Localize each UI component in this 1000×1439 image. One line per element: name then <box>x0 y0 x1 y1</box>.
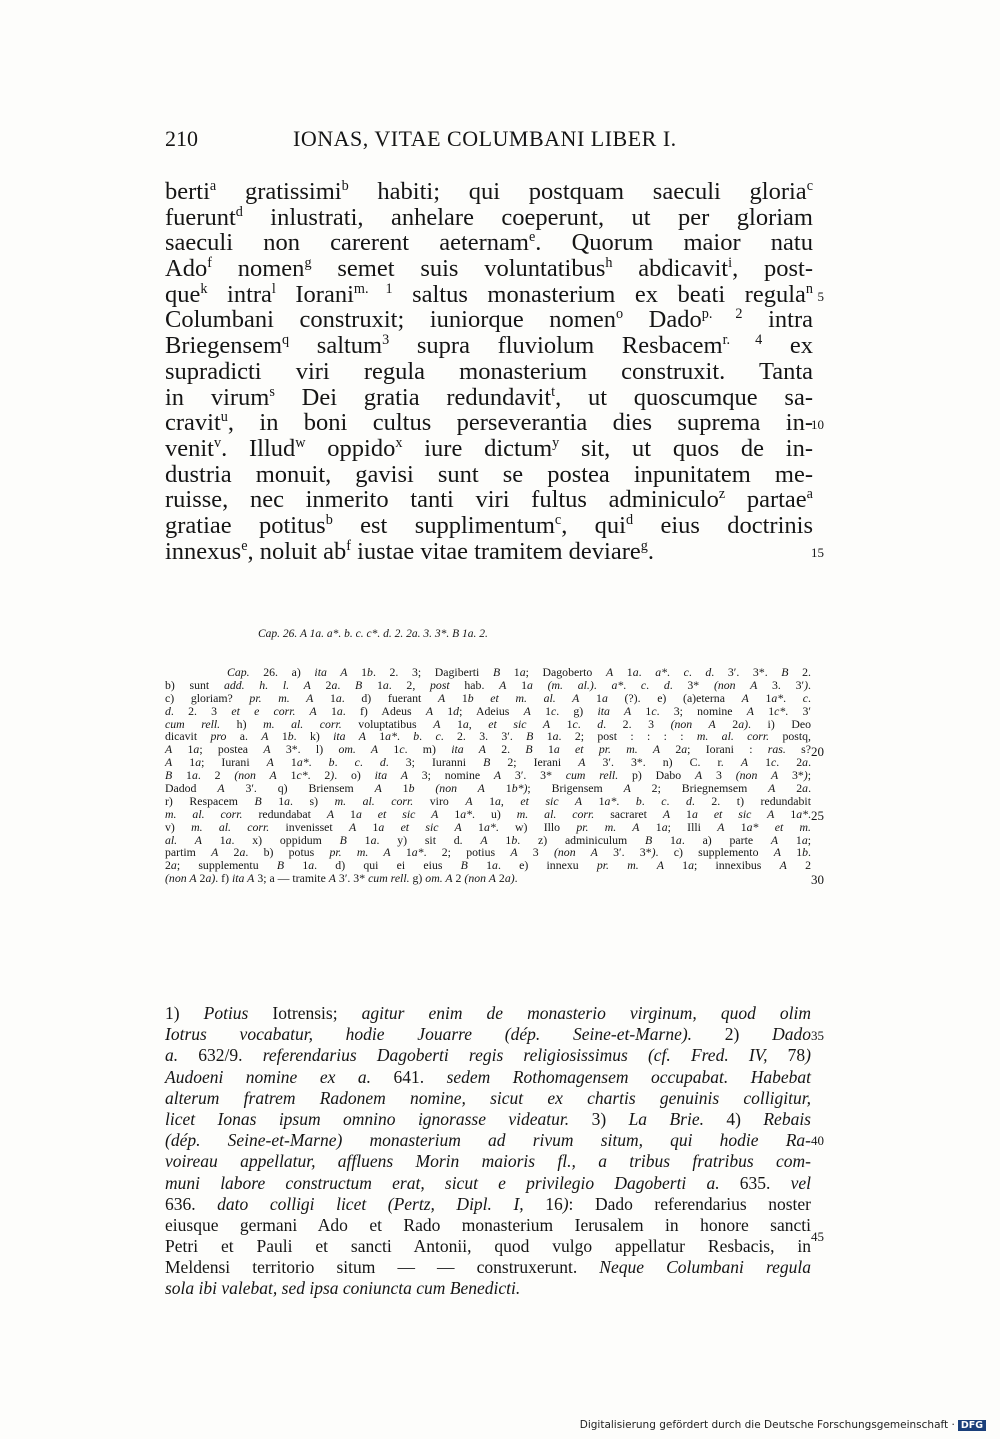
text-line: saeculi non carerent aeternam$^e$. Quorum maior natu <box>165 229 813 257</box>
line-number: 5 <box>817 289 824 304</box>
footnotes <box>165 1003 811 1300</box>
apparatus-line: Cap. 26. a) ita A 1b. 2. 3; Dagiberti B 1a; Dagoberto A 1a. a*. c. d. 3′. 3*. B 2. <box>227 665 811 679</box>
footnote-line: (dép. Seine-et-Marne) monasterium ad rivum situm, qui hodie Ra- <box>165 1130 811 1151</box>
dfg-logo: DFG <box>958 1420 986 1431</box>
line-number: 15 <box>811 545 824 560</box>
apparatus-line: c) gloriam? pr. m. A 1a. d) fuerant A 1b et m. al. A 1a (?). e) (a)eterna A 1a*. c. <box>165 690 811 705</box>
footnote-line: eiusque germani Ado et Rado monasterium Ierusalem in honore sancti <box>165 1214 811 1235</box>
line-number: 45 <box>811 1229 824 1244</box>
page-number: 210 <box>165 126 198 151</box>
text-line: berti$^a$ gratissimi$^b$ habiti; qui postquam saeculi gloria$^c$ <box>165 177 813 205</box>
footnote-line: alterum fratrem Radonem nomine, sicut ex chartis genuinis colligitur, <box>165 1087 811 1108</box>
apparatus-line: v) m. al. corr. invenisset A 1a et sic A 1a*. w) Illo pr. m. A 1a; Illi A 1a* et m. <box>165 819 811 834</box>
apparatus-line: 2a; supplementu B 1a. d) qui ei eius B 1a. e) innexu pr. m. A 1a; innexibus A 2 <box>165 858 811 873</box>
footnote-line: 1) Potius Iotrensis; agitur enim de monasterio virginum, quod olim <box>165 1003 811 1023</box>
apparatus-line: d. 2. 3 et e corr. A 1a. f) Adeus A 1d; Adeius A 1c. g) ita A 1c. 3; nomine A 1c*. 3′ <box>165 703 811 718</box>
apparatus-line: r) Respacem B 1a. s) m. al. corr. viro A 1a, et sic A 1a*. b. c. d. 2. t) redundabit <box>165 793 811 808</box>
apparatus-line: A 1a; Iurani A 1a*. b. c. d. 3; Iuranni B 2; Ierani A 3′. 3*. n) C. r. A 1c. 2a. <box>165 755 812 770</box>
critical-apparatus <box>165 666 811 885</box>
digitization-credit <box>580 1419 986 1431</box>
line-number: 25 <box>811 808 824 823</box>
text-line: supradicti viri regula monasterium construxit. Tanta <box>165 357 813 385</box>
running-title: IONAS, VITAE COLUMBANI LIBER I. <box>293 126 677 151</box>
apparatus-line: A 1a; postea A 3*. l) om. A 1c. m) ita A 2. B 1a et pr. m. A 2a; Iorani : ras. s? <box>165 742 811 757</box>
line-number: 35 <box>811 1028 824 1043</box>
text-line: que$^k$ intra$^l$ Iorani$^{m. 1}$ saltus monasterium ex beati regula$^n$ <box>165 280 813 308</box>
apparatus-line: (non A 2a). f) ita A 3; a — tramite A 3′. 3* cum rell. g) om. A 2 (non A 2a). <box>165 871 518 886</box>
apparatus-line: partim A 2a. b) potus pr. m. A 1a*. 2; potius A 3 (non A 3′. 3*). c) supplemento A 1b. <box>165 845 811 860</box>
line-number: 40 <box>811 1133 824 1148</box>
footnote-line: a. 632/9. referendarius Dagoberti regis religiosissimus (cf. Fred. IV, 78) <box>165 1045 811 1066</box>
text-line: cravit$^u$, in boni cultus perseverantia dies suprema in- <box>165 409 813 437</box>
credit-text: Digitalisierung gefördert durch die Deutsche Forschungsgemeinschaft · <box>579 1419 955 1431</box>
text-line: Columbani construxit; iuniorque nomen$^o$ Dado$^{p. 2}$ intra <box>165 306 814 334</box>
text-line: Briegensem$^q$ saltum$^3$ supra fluviolum Resbacem$^{r. 4}$ ex <box>165 331 814 360</box>
text-line: venit$^v$. Illud$^w$ oppido$^x$ iure dictum$^y$ sit, ut quos de in- <box>165 434 813 462</box>
footnote-line: licet Ionas ipsum omnino ignorasse videatur. 3) La Brie. 4) Rebais <box>165 1108 811 1129</box>
footnote-line: Petri et Pauli et sancti Antonii, quod vulgo appellatur Resbacis, in <box>165 1236 811 1257</box>
footnote-line: muni labore constructum erat, sicut e privilegio Dagoberti a. 635. vel <box>165 1172 811 1193</box>
text-line: gratiae potitus$^b$ est supplimentum$^c$, qui$^d$ eius doctrinis <box>165 511 813 539</box>
apparatus-line: B 1a. 2 (non A 1c*. 2). o) ita A 3; nomine A 3′. 3* cum rell. p) Dabo A 3 (non A 3*); <box>165 768 811 783</box>
line-number: 10 <box>811 417 824 432</box>
text-line: dustria monuit, gavisi sunt se postea inpunitatem me- <box>165 460 813 488</box>
footnote-line: sola ibi valebat, sed ipsa coniuncta cum Benedicti. <box>165 1278 521 1299</box>
main-text <box>165 179 813 564</box>
apparatus-line: b) sunt add. h. l. A 2a. B 1a. 2, post hab. A 1a (m. al.). a*. c. d. 3* (non A 3. 3′). <box>165 677 811 692</box>
text-line: in virum$^s$ Dei gratia redundavit$^t$, ut quoscumque sa- <box>165 383 813 411</box>
page-header <box>165 126 815 160</box>
footnote-line: Iotrus vocabatur, hodie Jouarre (dép. Seine-et-Marne). 2) Dado <box>165 1024 811 1045</box>
footnote-line: Meldensi territorio situm — — construxerunt. Neque Columbani regula <box>165 1257 811 1278</box>
footnote-line: voireau appellatur, affluens Morin maioris fl., a tribus fratribus com- <box>165 1151 811 1172</box>
apparatus-line: m. al. corr. redundabat A 1a et sic A 1a*. u) m. al. corr. sacraret A 1a et sic A 1a*. <box>165 806 811 821</box>
text-line: fuerunt$^d$ inlustrati, anhelare coeperunt, ut per gloriam <box>165 203 813 231</box>
sources-line: Cap. 26. A 1a. a*. b. c. c*. d. 2. 2a. 3. 3*. B 1a. 2. <box>258 628 488 640</box>
text-line: ruisse, nec inmerito tanti viri fultus adminiculo$^z$ partae$^a$ <box>165 486 813 514</box>
apparatus-line: Dadod A 3′. q) Briensem A 1b (non A 1b*); Brigensem A 2; Briegnemsem A 2a. <box>165 781 812 796</box>
line-number: 20 <box>811 744 824 759</box>
apparatus-line: cum rell. h) m. al. corr. voluptatibus A 1a, et sic A 1c. d. 2. 3 (non A 2a). i) Deo <box>165 716 811 731</box>
footnote-line: Audoeni nomine ex a. 641. sedem Rothomagensem occupabat. Habebat <box>165 1066 811 1087</box>
apparatus-line: dicavit pro a. A 1b. k) ita A 1a*. b. c. 2. 3. 3′. B 1a. 2; post : : : : m. al. corr. postq, <box>165 729 811 744</box>
apparatus-line: al. A 1a. x) oppidum B 1a. y) sit d. A 1b. z) adminiculum B 1a. a) parte A 1a; <box>165 832 812 847</box>
line-number: 30 <box>811 872 824 887</box>
text-line: Ado$^f$ nomen$^g$ semet suis voluntatibus$^h$ abdicavit$^i$, post- <box>165 254 813 283</box>
text-line: innexus$^e$, noluit $ab^f$ iustae vitae tramitem deviare$^g$. <box>165 537 654 565</box>
footnote-line: 636. dato colligi licet (Pertz, Dipl. I, 16): Dado referendarius noster <box>165 1193 812 1214</box>
